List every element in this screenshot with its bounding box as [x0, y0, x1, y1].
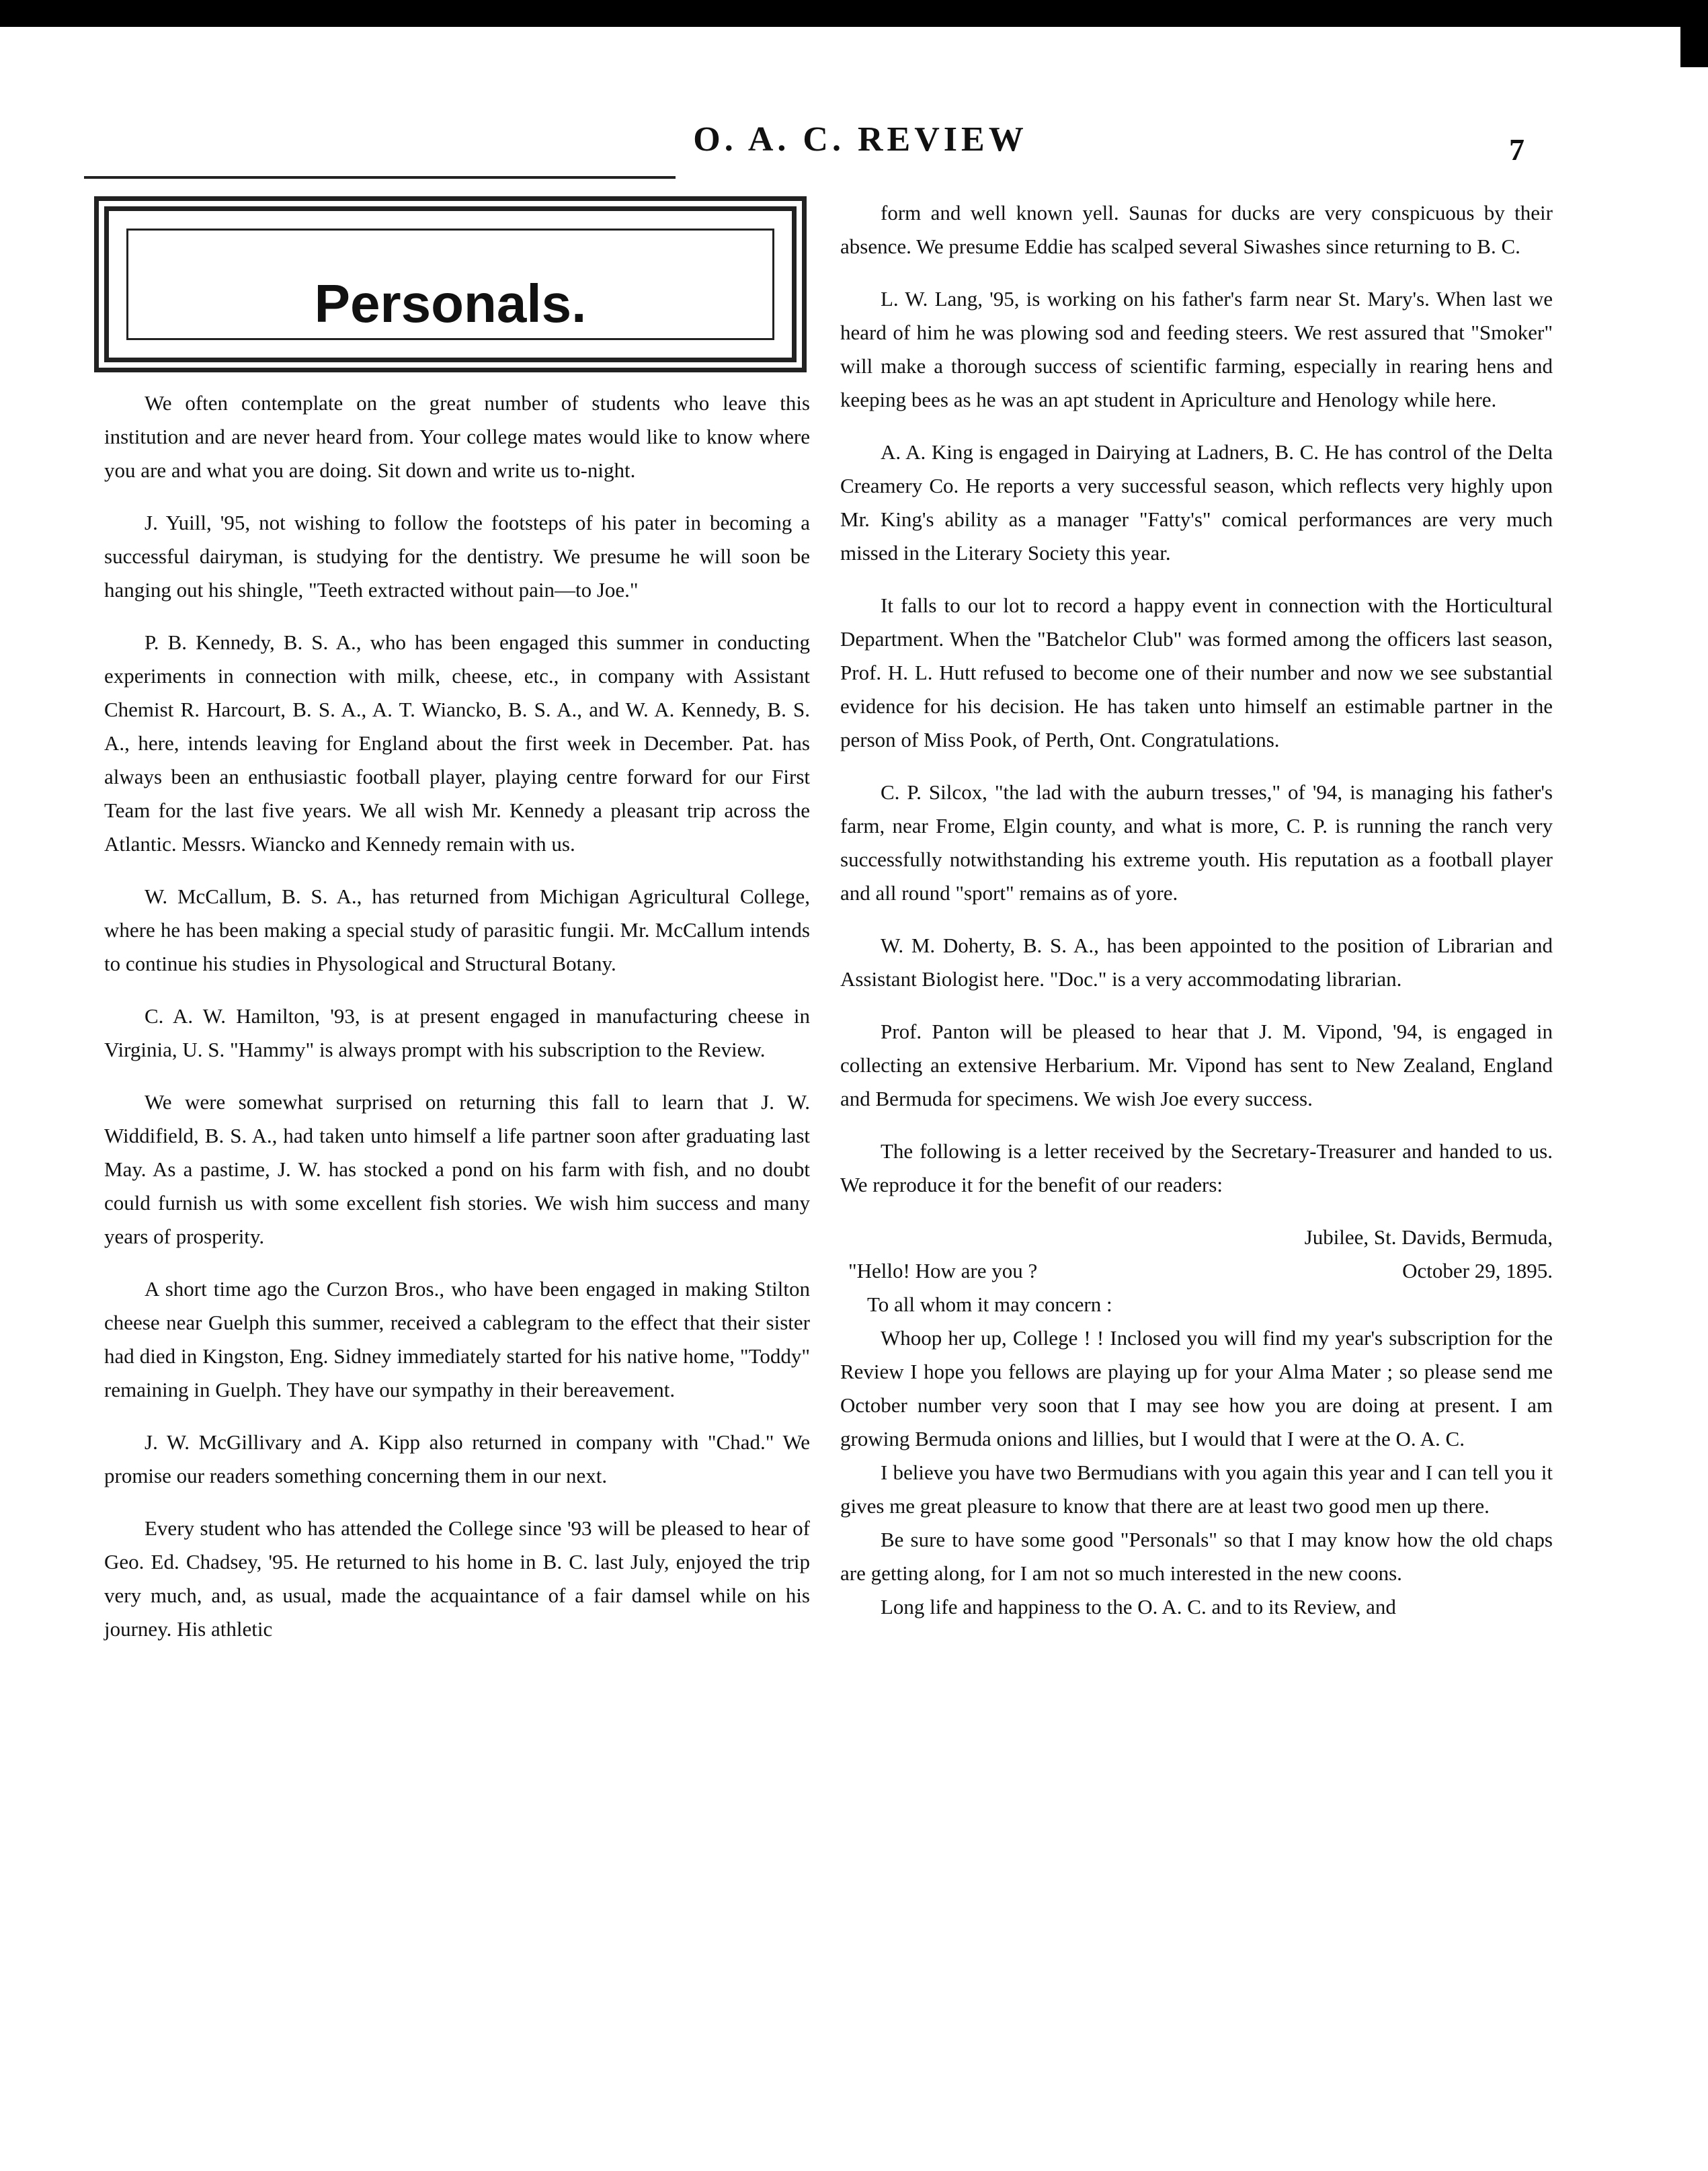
running-title: O. A. C. REVIEW — [693, 120, 1028, 159]
article-paragraph: We were somewhat surprised on returning this fall to learn that J. W. Widdifield, B. S. A., had taken unto himself a life partner soon after graduating last May. As a pastime, J. W. has stocked a pond on his farm with fish, and no doubt could furnish us with some excellent fish stories. We wish him success and many years of prosperity. — [104, 1090, 810, 1248]
letter-block — [840, 1221, 1553, 1624]
top-border-bar — [0, 0, 1697, 27]
article-paragraph: It falls to our lot to record a happy event in connection with the Horticultural Department. When the "Batchelor Club" was formed among the officers last season, Prof. H. L. Hutt refused to become one of their number and now we see substantial evidence for his decision. He has taken unto himself an estimable partner in the person of Miss Pook, of Perth, Ont. Congratulations. — [840, 593, 1553, 751]
right-edge-mark — [1680, 0, 1708, 67]
article-paragraph: form and well known yell. Saunas for ducks are very conspicuous by their absence. We presume Eddie has scalped several Siwashes since returning to B. C. — [840, 201, 1553, 258]
letter-place: Jubilee, St. Davids, Bermuda, — [1304, 1225, 1553, 1249]
page-number: 7 — [1509, 132, 1524, 167]
article-paragraph: W. McCallum, B. S. A., has returned from Michigan Agricultural College, where he has been making a special study of parasitic fungii. Mr. McCallum intends to continue his studies in Physological and Structural Botany. — [104, 885, 810, 975]
letter-paragraph: Whoop her up, College ! ! Inclosed you will find my year's subscription for the Review I hope you fellows are playing up for your Alma Mater ; so please send me October number very soon that I may see how you are doing at present. I am growing Bermuda onions and lillies, but I would that I were at the O. A. C. — [840, 1326, 1553, 1450]
article-paragraph: L. W. Lang, '95, is working on his father's farm near St. Mary's. When last we heard of him he was plowing sod and feeding steers. We rest assured that "Smoker" will make a thorough success of scientific farming, especially in rearing hens and keeping bees as he was an apt student in Apriculture and Henology while here. — [840, 287, 1553, 411]
letter-greeting-line — [840, 1254, 1553, 1288]
article-paragraph: Every student who has attended the College since '93 will be pleased to hear of Geo. Ed. Chadsey, '95. He returned to his home in B. C. last July, enjoyed the trip very much, and, as usual, made the acquaintance of a fair damsel while on his journey. His athletic — [104, 1516, 810, 1641]
article-paragraph: We often contemplate on the great number of students who leave this institution and are never heard from. Your college mates would like to know where you are and what you are doing. Sit down and write us to-night. — [104, 391, 810, 482]
letter-paragraph: I believe you have two Bermudians with you again this year and I can tell you it gives me great pleasure to know that there are at least two good men up there. — [840, 1461, 1553, 1518]
article-paragraph: Prof. Panton will be pleased to hear that J. M. Vipond, '94, is engaged in collecting an extensive Herbarium. Mr. Vipond has sent to New Zealand, England and Bermuda for specimens. We wish Joe every success. — [840, 1020, 1553, 1110]
article-paragraph: A. A. King is engaged in Dairying at Ladners, B. C. He has control of the Delta Creamery Co. He reports a very successful season, which reflects very highly upon Mr. King's ability as a manager "Fatty's" comical performances are very much missed in the Literary Society this year. — [840, 440, 1553, 565]
article-paragraph: P. B. Kennedy, B. S. A., who has been engaged this summer in conducting experiments in connection with milk, cheese, etc., in company with Assistant Chemist R. Harcourt, B. S. A., A. T. Wiancko, B. S. A., and W. A. Kennedy, B. S. A., here, intends leaving for England about the first week in December. Pat. has always been an enthusiastic football player, playing centre forward for our First Team for the last five years. We all wish Mr. Kennedy a pleasant trip across the Atlantic. Messrs. Wiancko and Kennedy remain with us. — [104, 630, 810, 856]
letter-address: To all whom it may concern : — [867, 1293, 1112, 1316]
section-heading-frame — [94, 196, 807, 372]
article-paragraph: C. P. Silcox, "the lad with the auburn tresses," of '94, is managing his father's farm, near Frome, Elgin county, and what is more, C. P. is running the ranch very successfully notwithstanding his extreme youth. His reputation as a football player and all round "sport" remains as of yore. — [840, 780, 1553, 905]
article-paragraph: C. A. W. Hamilton, '93, is at present engaged in manufacturing cheese in Virginia, U. S. "Hammy" is always prompt with his subscription to the Review. — [104, 1004, 810, 1061]
letter-paragraph: Be sure to have some good "Personals" so that I may know how the old chaps are getting along, for I am not so much interested in the new coons. — [840, 1528, 1553, 1585]
article-paragraph: W. M. Doherty, B. S. A., has been appointed to the position of Librarian and Assistant Biologist here. "Doc." is a very accommodating librarian. — [840, 934, 1553, 991]
letter-greeting: "Hello! How are you ? — [848, 1259, 1038, 1282]
section-title: Personals. — [314, 274, 587, 333]
letter-date: October 29, 1895. — [1402, 1259, 1553, 1282]
article-paragraph: J. W. McGillivary and A. Kipp also returned in company with "Chad." We promise our readers something concerning them in our next. — [104, 1430, 810, 1487]
article-paragraph: The following is a letter received by the Secretary-Treasurer and handed to us. We reproduce it for the benefit of our readers: — [840, 1139, 1553, 1196]
article-paragraph: J. Yuill, '95, not wishing to follow the footsteps of his pater in becoming a successful dairyman, is studying for the dentistry. We presume he will soon be hanging out his shingle, "Teeth extracted without pain—to Joe." — [104, 511, 810, 602]
article-paragraph: A short time ago the Curzon Bros., who have been engaged in making Stilton cheese near Guelph this summer, received a cablegram to the effect that their sister had died in Kingston, Eng. Sidney immediately started for his native home, "Toddy" remaining in Guelph. They have our sympathy in their bereavement. — [104, 1277, 810, 1401]
left-column — [104, 386, 810, 1665]
letter-paragraph: Long life and happiness to the O. A. C. and to its Review, and — [881, 1595, 1396, 1619]
header-rule — [84, 176, 676, 179]
right-column — [840, 196, 1553, 1624]
